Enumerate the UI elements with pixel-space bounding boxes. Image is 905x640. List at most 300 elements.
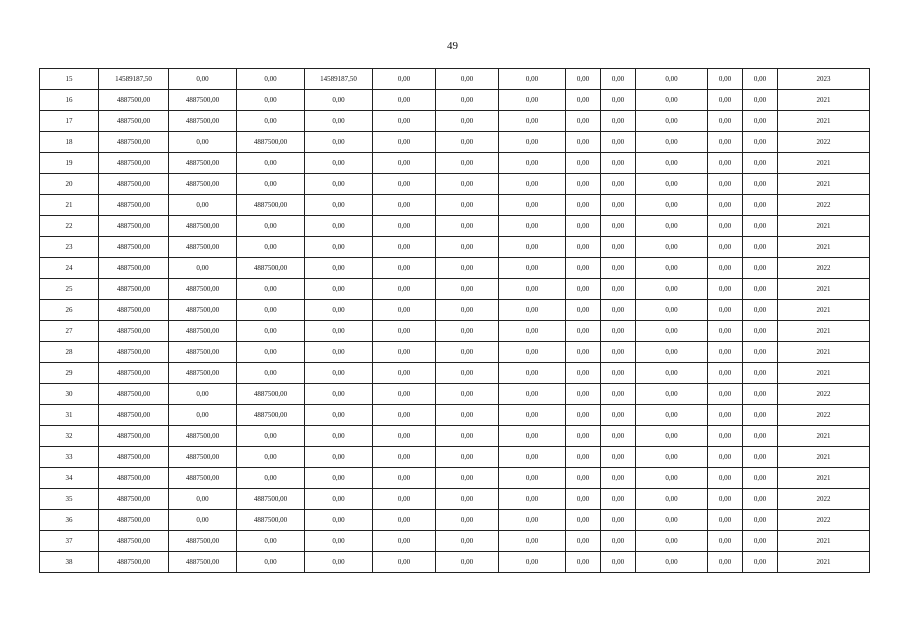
table-cell: 4887500,00 xyxy=(169,426,237,447)
table-cell: 0,00 xyxy=(601,405,636,426)
table-cell: 0,00 xyxy=(743,153,778,174)
table-cell: 0,00 xyxy=(237,237,305,258)
table-cell: 36 xyxy=(40,510,99,531)
table-row xyxy=(40,111,870,132)
table-cell: 0,00 xyxy=(436,363,499,384)
table-cell: 0,00 xyxy=(436,426,499,447)
table-cell: 0,00 xyxy=(436,531,499,552)
table-cell: 0,00 xyxy=(237,153,305,174)
table-cell: 0,00 xyxy=(636,258,708,279)
table-cell: 0,00 xyxy=(601,132,636,153)
table-cell: 0,00 xyxy=(566,216,601,237)
table-row xyxy=(40,69,870,90)
table-cell: 0,00 xyxy=(601,300,636,321)
table-cell: 0,00 xyxy=(305,90,373,111)
table-cell: 2022 xyxy=(778,510,870,531)
table-cell: 0,00 xyxy=(743,468,778,489)
table-cell: 21 xyxy=(40,195,99,216)
table-cell: 0,00 xyxy=(601,531,636,552)
table-row xyxy=(40,342,870,363)
table-cell: 0,00 xyxy=(169,132,237,153)
table-cell: 4887500,00 xyxy=(99,258,169,279)
table-cell: 0,00 xyxy=(169,258,237,279)
table-cell: 0,00 xyxy=(305,216,373,237)
table-cell: 0,00 xyxy=(743,132,778,153)
table-row xyxy=(40,510,870,531)
table-cell: 0,00 xyxy=(499,510,566,531)
table-cell: 0,00 xyxy=(237,426,305,447)
table-cell: 0,00 xyxy=(743,90,778,111)
table-cell: 0,00 xyxy=(499,468,566,489)
table-cell: 18 xyxy=(40,132,99,153)
table-cell: 0,00 xyxy=(373,237,436,258)
table-cell: 2021 xyxy=(778,111,870,132)
table-cell: 0,00 xyxy=(305,447,373,468)
table-cell: 0,00 xyxy=(373,279,436,300)
table-cell: 0,00 xyxy=(237,69,305,90)
table-cell: 0,00 xyxy=(436,216,499,237)
table-cell: 0,00 xyxy=(601,426,636,447)
table-cell: 0,00 xyxy=(436,90,499,111)
table-cell: 0,00 xyxy=(708,132,743,153)
table-body xyxy=(40,69,870,573)
table-cell: 0,00 xyxy=(708,111,743,132)
table-cell: 0,00 xyxy=(636,342,708,363)
table-cell: 0,00 xyxy=(636,69,708,90)
table-row xyxy=(40,258,870,279)
table-cell: 0,00 xyxy=(373,363,436,384)
table-cell: 0,00 xyxy=(499,447,566,468)
table-row xyxy=(40,174,870,195)
table-cell: 0,00 xyxy=(436,153,499,174)
table-cell: 4887500,00 xyxy=(169,237,237,258)
table-cell: 0,00 xyxy=(436,405,499,426)
table-cell: 4887500,00 xyxy=(169,279,237,300)
table-cell: 2021 xyxy=(778,531,870,552)
table-cell: 35 xyxy=(40,489,99,510)
table-cell: 0,00 xyxy=(499,552,566,573)
table-cell: 2022 xyxy=(778,132,870,153)
table-cell: 4887500,00 xyxy=(169,90,237,111)
table-cell: 37 xyxy=(40,531,99,552)
table-cell: 0,00 xyxy=(708,216,743,237)
table-cell: 0,00 xyxy=(499,111,566,132)
table-cell: 4887500,00 xyxy=(99,195,169,216)
table-cell: 38 xyxy=(40,552,99,573)
table-cell: 0,00 xyxy=(636,468,708,489)
table-cell: 0,00 xyxy=(373,111,436,132)
table-cell: 0,00 xyxy=(636,237,708,258)
table-row xyxy=(40,489,870,510)
table-row xyxy=(40,153,870,174)
table-cell: 0,00 xyxy=(566,384,601,405)
table-cell: 2022 xyxy=(778,489,870,510)
table-cell: 0,00 xyxy=(743,195,778,216)
table-cell: 32 xyxy=(40,426,99,447)
table-cell: 4887500,00 xyxy=(169,363,237,384)
table-cell: 0,00 xyxy=(499,384,566,405)
table-cell: 0,00 xyxy=(636,132,708,153)
table-cell: 0,00 xyxy=(373,90,436,111)
table-cell: 0,00 xyxy=(708,90,743,111)
table-cell: 0,00 xyxy=(499,426,566,447)
table-cell: 0,00 xyxy=(601,447,636,468)
table-cell: 2021 xyxy=(778,426,870,447)
table-cell: 0,00 xyxy=(743,510,778,531)
table-cell: 0,00 xyxy=(601,489,636,510)
table-cell: 0,00 xyxy=(436,132,499,153)
table-row xyxy=(40,321,870,342)
table-cell: 0,00 xyxy=(566,174,601,195)
table-cell: 4887500,00 xyxy=(99,279,169,300)
table-row xyxy=(40,216,870,237)
table-cell: 2021 xyxy=(778,174,870,195)
table-cell: 0,00 xyxy=(636,531,708,552)
table-cell: 2021 xyxy=(778,321,870,342)
table-cell: 4887500,00 xyxy=(99,237,169,258)
table-cell: 0,00 xyxy=(499,132,566,153)
table-cell: 0,00 xyxy=(743,174,778,195)
table-cell: 0,00 xyxy=(743,300,778,321)
table-cell: 0,00 xyxy=(305,300,373,321)
table-cell: 0,00 xyxy=(436,552,499,573)
table-cell: 0,00 xyxy=(566,237,601,258)
table-cell: 4887500,00 xyxy=(99,174,169,195)
table-cell: 0,00 xyxy=(499,405,566,426)
table-cell: 0,00 xyxy=(436,258,499,279)
table-cell: 0,00 xyxy=(601,258,636,279)
table-cell: 0,00 xyxy=(743,258,778,279)
table-cell: 0,00 xyxy=(237,468,305,489)
table-cell: 0,00 xyxy=(708,279,743,300)
table-cell: 4887500,00 xyxy=(99,321,169,342)
table-row xyxy=(40,279,870,300)
table-cell: 4887500,00 xyxy=(99,300,169,321)
table-cell: 16 xyxy=(40,90,99,111)
table-cell: 0,00 xyxy=(743,384,778,405)
table-cell: 0,00 xyxy=(499,300,566,321)
table-cell: 0,00 xyxy=(566,426,601,447)
table-cell: 0,00 xyxy=(436,237,499,258)
table-cell: 0,00 xyxy=(373,321,436,342)
table-cell: 4887500,00 xyxy=(169,300,237,321)
table-cell: 0,00 xyxy=(708,69,743,90)
table-cell: 4887500,00 xyxy=(99,447,169,468)
table-cell: 0,00 xyxy=(601,69,636,90)
table-cell: 0,00 xyxy=(373,69,436,90)
table-cell: 28 xyxy=(40,342,99,363)
table-cell: 0,00 xyxy=(601,195,636,216)
table-cell: 0,00 xyxy=(373,300,436,321)
table-row xyxy=(40,237,870,258)
table-cell: 14589187,50 xyxy=(99,69,169,90)
table-cell: 0,00 xyxy=(636,510,708,531)
table-cell: 0,00 xyxy=(373,552,436,573)
table-cell: 0,00 xyxy=(305,552,373,573)
table-cell: 0,00 xyxy=(743,69,778,90)
table-cell: 2022 xyxy=(778,405,870,426)
table-cell: 0,00 xyxy=(708,489,743,510)
table-cell: 4887500,00 xyxy=(99,132,169,153)
table-cell: 4887500,00 xyxy=(237,405,305,426)
table-cell: 0,00 xyxy=(708,426,743,447)
table-cell: 0,00 xyxy=(499,69,566,90)
table-cell: 0,00 xyxy=(373,426,436,447)
table-cell: 4887500,00 xyxy=(169,531,237,552)
table-cell: 25 xyxy=(40,279,99,300)
table-cell: 0,00 xyxy=(436,300,499,321)
table-cell: 4887500,00 xyxy=(169,447,237,468)
table-cell: 2021 xyxy=(778,342,870,363)
table-cell: 0,00 xyxy=(237,90,305,111)
table-row xyxy=(40,426,870,447)
table-cell: 0,00 xyxy=(566,153,601,174)
table-cell: 0,00 xyxy=(636,405,708,426)
table-cell: 0,00 xyxy=(601,111,636,132)
table-cell: 0,00 xyxy=(237,363,305,384)
table-cell: 0,00 xyxy=(436,174,499,195)
table-row xyxy=(40,300,870,321)
table-cell: 4887500,00 xyxy=(99,216,169,237)
table-cell: 0,00 xyxy=(373,216,436,237)
table-cell: 0,00 xyxy=(566,69,601,90)
table-row xyxy=(40,405,870,426)
table-cell: 0,00 xyxy=(708,153,743,174)
table-cell: 0,00 xyxy=(237,447,305,468)
table-cell: 0,00 xyxy=(636,279,708,300)
table-cell: 0,00 xyxy=(305,363,373,384)
table-cell: 0,00 xyxy=(373,468,436,489)
table-cell: 0,00 xyxy=(373,153,436,174)
table-cell: 0,00 xyxy=(743,237,778,258)
table-cell: 2021 xyxy=(778,552,870,573)
table-cell: 0,00 xyxy=(566,531,601,552)
table-cell: 0,00 xyxy=(499,216,566,237)
table-cell: 2021 xyxy=(778,300,870,321)
table-cell: 0,00 xyxy=(499,174,566,195)
table-cell: 0,00 xyxy=(305,132,373,153)
table-cell: 0,00 xyxy=(636,384,708,405)
table-cell: 0,00 xyxy=(436,195,499,216)
table-cell: 0,00 xyxy=(499,153,566,174)
table-cell: 0,00 xyxy=(237,300,305,321)
table-cell: 0,00 xyxy=(237,174,305,195)
table-cell: 0,00 xyxy=(636,552,708,573)
table-cell: 4887500,00 xyxy=(99,363,169,384)
table-cell: 14589187,50 xyxy=(305,69,373,90)
table-cell: 0,00 xyxy=(743,279,778,300)
table-cell: 0,00 xyxy=(708,468,743,489)
table-cell: 0,00 xyxy=(373,132,436,153)
table-row xyxy=(40,384,870,405)
table-cell: 0,00 xyxy=(636,489,708,510)
table-cell: 0,00 xyxy=(305,258,373,279)
table-cell: 0,00 xyxy=(305,531,373,552)
table-cell: 0,00 xyxy=(499,489,566,510)
table-cell: 0,00 xyxy=(237,342,305,363)
table-cell: 4887500,00 xyxy=(169,468,237,489)
table-cell: 2021 xyxy=(778,90,870,111)
table-cell: 24 xyxy=(40,258,99,279)
table-cell: 4887500,00 xyxy=(99,384,169,405)
table-cell: 4887500,00 xyxy=(99,510,169,531)
table-cell: 15 xyxy=(40,69,99,90)
table-cell: 0,00 xyxy=(436,342,499,363)
table-cell: 4887500,00 xyxy=(99,342,169,363)
table-cell: 0,00 xyxy=(373,342,436,363)
table-cell: 0,00 xyxy=(499,90,566,111)
table-cell: 2023 xyxy=(778,69,870,90)
table-cell: 0,00 xyxy=(237,216,305,237)
table-cell: 23 xyxy=(40,237,99,258)
table-cell: 4887500,00 xyxy=(99,426,169,447)
table-cell: 0,00 xyxy=(237,111,305,132)
table-cell: 0,00 xyxy=(566,405,601,426)
table-cell: 4887500,00 xyxy=(99,531,169,552)
table-cell: 0,00 xyxy=(566,195,601,216)
table-row xyxy=(40,90,870,111)
table-cell: 26 xyxy=(40,300,99,321)
table-cell: 0,00 xyxy=(305,237,373,258)
table-cell: 0,00 xyxy=(237,279,305,300)
table-cell: 0,00 xyxy=(436,69,499,90)
table-cell: 0,00 xyxy=(601,552,636,573)
table-cell: 0,00 xyxy=(601,216,636,237)
table-cell: 0,00 xyxy=(601,384,636,405)
table-cell: 4887500,00 xyxy=(99,111,169,132)
table-cell: 4887500,00 xyxy=(237,195,305,216)
table-row xyxy=(40,552,870,573)
table-cell: 0,00 xyxy=(305,321,373,342)
table-cell: 4887500,00 xyxy=(169,153,237,174)
table-cell: 0,00 xyxy=(743,531,778,552)
table-cell: 0,00 xyxy=(708,447,743,468)
table-cell: 0,00 xyxy=(566,510,601,531)
table-cell: 0,00 xyxy=(601,90,636,111)
table-cell: 0,00 xyxy=(708,321,743,342)
table-cell: 22 xyxy=(40,216,99,237)
table-cell: 0,00 xyxy=(436,321,499,342)
table-cell: 0,00 xyxy=(373,510,436,531)
table-cell: 20 xyxy=(40,174,99,195)
table-cell: 0,00 xyxy=(566,447,601,468)
table-cell: 0,00 xyxy=(566,300,601,321)
table-cell: 0,00 xyxy=(708,510,743,531)
table-cell: 0,00 xyxy=(373,531,436,552)
table-cell: 2022 xyxy=(778,195,870,216)
table-cell: 33 xyxy=(40,447,99,468)
table-cell: 0,00 xyxy=(499,531,566,552)
table-row xyxy=(40,531,870,552)
table-cell: 2021 xyxy=(778,447,870,468)
table-cell: 4887500,00 xyxy=(237,510,305,531)
table-cell: 0,00 xyxy=(566,489,601,510)
table-cell: 0,00 xyxy=(305,426,373,447)
table-cell: 0,00 xyxy=(708,237,743,258)
table-cell: 0,00 xyxy=(601,279,636,300)
table-cell: 0,00 xyxy=(601,363,636,384)
table-cell: 0,00 xyxy=(708,300,743,321)
table-cell: 0,00 xyxy=(708,342,743,363)
table-cell: 0,00 xyxy=(436,468,499,489)
table-cell: 0,00 xyxy=(601,510,636,531)
table-cell: 2021 xyxy=(778,279,870,300)
table-cell: 0,00 xyxy=(373,405,436,426)
table-cell: 0,00 xyxy=(373,195,436,216)
table-cell: 4887500,00 xyxy=(237,384,305,405)
table-cell: 0,00 xyxy=(499,363,566,384)
table-cell: 29 xyxy=(40,363,99,384)
table-cell: 0,00 xyxy=(708,174,743,195)
table-cell: 0,00 xyxy=(601,153,636,174)
table-cell: 0,00 xyxy=(499,195,566,216)
table-cell: 0,00 xyxy=(373,174,436,195)
table-row xyxy=(40,468,870,489)
table-cell: 0,00 xyxy=(636,111,708,132)
table-cell: 0,00 xyxy=(305,342,373,363)
table-cell: 0,00 xyxy=(708,552,743,573)
table-cell: 0,00 xyxy=(601,468,636,489)
table-cell: 2021 xyxy=(778,363,870,384)
table-cell: 0,00 xyxy=(636,174,708,195)
table-cell: 0,00 xyxy=(436,489,499,510)
table-cell: 4887500,00 xyxy=(169,111,237,132)
table-cell: 0,00 xyxy=(169,405,237,426)
table-cell: 0,00 xyxy=(305,384,373,405)
table-cell: 2021 xyxy=(778,153,870,174)
table-cell: 34 xyxy=(40,468,99,489)
table-cell: 4887500,00 xyxy=(99,90,169,111)
table-cell: 2021 xyxy=(778,237,870,258)
table-cell: 4887500,00 xyxy=(237,489,305,510)
table-cell: 2021 xyxy=(778,468,870,489)
table-cell: 0,00 xyxy=(169,489,237,510)
table-cell: 30 xyxy=(40,384,99,405)
table-cell: 4887500,00 xyxy=(169,216,237,237)
table-cell: 0,00 xyxy=(743,552,778,573)
table-cell: 27 xyxy=(40,321,99,342)
table-cell: 0,00 xyxy=(373,489,436,510)
table-row xyxy=(40,363,870,384)
table-cell: 0,00 xyxy=(373,384,436,405)
table-cell: 2022 xyxy=(778,384,870,405)
table-cell: 4887500,00 xyxy=(169,174,237,195)
table-cell: 0,00 xyxy=(743,321,778,342)
table-cell: 0,00 xyxy=(743,216,778,237)
table-cell: 4887500,00 xyxy=(99,552,169,573)
table-cell: 0,00 xyxy=(237,321,305,342)
table-cell: 0,00 xyxy=(499,342,566,363)
table-cell: 0,00 xyxy=(436,384,499,405)
table-cell: 17 xyxy=(40,111,99,132)
table-cell: 31 xyxy=(40,405,99,426)
table-cell: 0,00 xyxy=(436,279,499,300)
table-cell: 0,00 xyxy=(373,258,436,279)
table-cell: 0,00 xyxy=(566,279,601,300)
table-cell: 0,00 xyxy=(708,258,743,279)
table-cell: 0,00 xyxy=(708,405,743,426)
table-cell: 0,00 xyxy=(305,510,373,531)
table-cell: 0,00 xyxy=(169,195,237,216)
table-cell: 0,00 xyxy=(305,195,373,216)
table-cell: 0,00 xyxy=(566,321,601,342)
table-row xyxy=(40,195,870,216)
table-cell: 0,00 xyxy=(743,342,778,363)
table-row xyxy=(40,447,870,468)
table-cell: 0,00 xyxy=(601,237,636,258)
table-cell: 0,00 xyxy=(305,153,373,174)
table-cell: 0,00 xyxy=(636,216,708,237)
